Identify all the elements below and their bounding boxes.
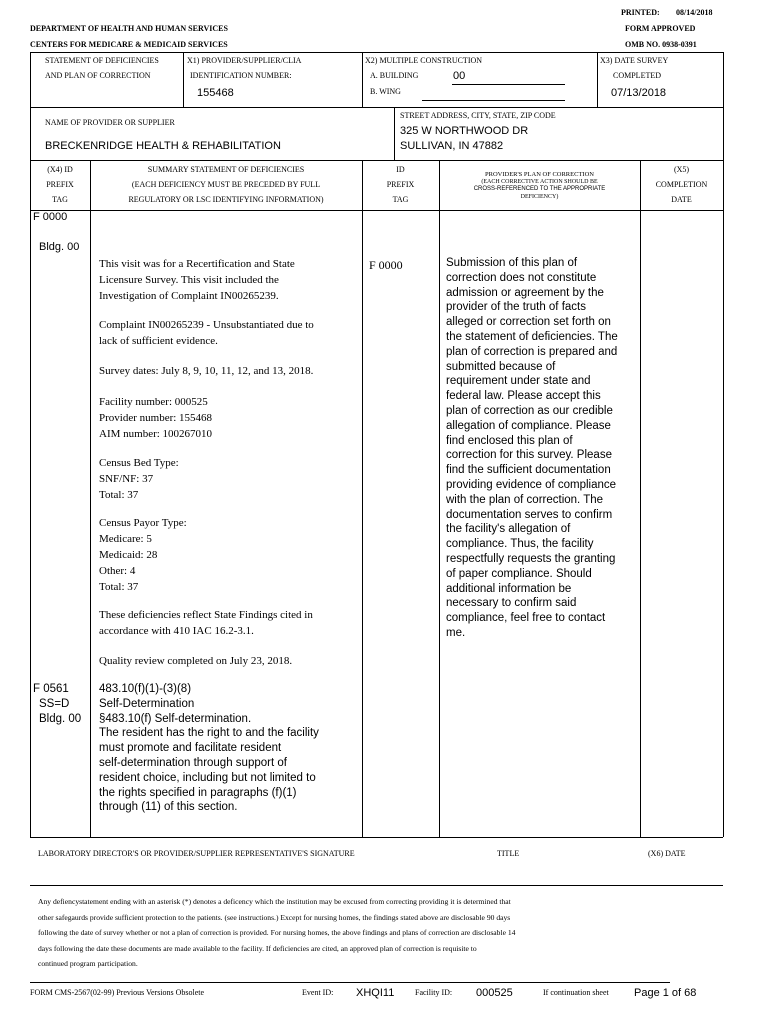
- facility-id-value: 000525: [476, 987, 513, 999]
- summary-header-line2: (EACH DEFICIENCY MUST BE PRECEDED BY FULL: [131, 180, 321, 189]
- summary-para-4: Facility number: 000525 Provider number: 155468 AIM number: 100267010: [99, 396, 213, 440]
- box2-line2: IDENTIFICATION NUMBER:: [190, 71, 292, 80]
- id-header-line3: TAG: [392, 195, 409, 204]
- plan-of-correction-text: Submission of this plan of correction does not constitute admission or agreement by the provider of the truth of facts alleged or correction set forth on the statement of deficiencies. The plan of correction is prepared and submitted because of requirement under state and federal law. Please accept this plan of correction as our credible allegation of compliance. Please find enclosed this plan of correction for this survey. Please find the sufficient documentation providing evidence of compliance with the plan of correction. The documentation serves to confirm the facility's allegation of compliance. Thus, the facility respectfully requests the granting of paper compliance. Should additional information be necessary to confirm said compliance, feel free to contact me.: [446, 257, 618, 639]
- summary-header-line3: REGULATORY OR LSC IDENTIFYING INFORMATION): [128, 195, 324, 204]
- printed-date: 08/14/2018: [676, 8, 713, 17]
- form-approved-label: FORM APPROVED: [625, 24, 696, 33]
- summary-para-7: These deficiencies reflect State Findings cited in accordance with 410 IAC 16.2-3.1.: [99, 609, 313, 637]
- centers-heading: CENTERS FOR MEDICARE & MEDICAID SERVICES: [30, 40, 228, 49]
- id-header-line1: ID: [396, 165, 405, 174]
- x4-header-line3: TAG: [52, 195, 68, 204]
- summary-para-1: This visit was for a Recertification and State Licensure Survey. This visit included the Investigation of Complaint IN00265239.: [99, 258, 295, 302]
- form-number: FORM CMS-2567(02-99) Previous Versions Obsolete: [30, 988, 205, 997]
- wing-label: B. WING: [370, 87, 401, 96]
- summary-para-8: Quality review completed on July 23, 2018.: [99, 655, 293, 667]
- building-label: A. BUILDING: [370, 71, 419, 80]
- box4-line1: X3) DATE SURVEY: [600, 56, 669, 65]
- continuation-label: If continuation sheet: [543, 988, 609, 997]
- printed-label: PRINTED:: [621, 8, 660, 17]
- x5-header-line3: DATE: [671, 195, 692, 204]
- box4-line2: COMPLETED: [613, 71, 661, 80]
- signature-label: LABORATORY DIRECTOR'S OR PROVIDER/SUPPLIER REPRESENTATIVE'S SIGNATURE: [38, 849, 355, 858]
- f0000-id-prefix: F 0000: [369, 258, 403, 272]
- provider-id-number: 155468: [197, 87, 234, 99]
- x4-header-line2: PREFIX: [46, 180, 74, 189]
- address-label: STREET ADDRESS, CITY, STATE, ZIP CODE: [400, 111, 556, 120]
- x5-header-line1: (X5): [673, 165, 690, 174]
- address-line1: 325 W NORTHWOOD DR: [400, 125, 529, 137]
- address-line2: SULLIVAN, IN 47882: [400, 140, 504, 152]
- box1-line2: AND PLAN OF CORRECTION: [45, 71, 151, 80]
- provider-name: BRECKENRIDGE HEALTH & REHABILITATION: [45, 140, 281, 152]
- survey-completed-date: 07/13/2018: [611, 87, 667, 99]
- title-label: TITLE: [497, 849, 520, 858]
- plan-header-line1: PROVIDER'S PLAN OF CORRECTION: [485, 171, 594, 178]
- box3-line1: X2) MULTIPLE CONSTRUCTION: [365, 56, 483, 65]
- summary-para-6: Census Payor Type: Medicare: 5 Medicaid: 28 Other: 4 Total: 37: [99, 517, 187, 593]
- page-number: Page 1 of 68: [634, 987, 697, 999]
- summary-para-2: Complaint IN00265239 - Unsubstantiated due to lack of sufficient evidence.: [99, 319, 314, 347]
- f0561-description: 483.10(f)(1)-(3)(8) Self-Determination §483.10(f) Self-determination. The resident has the right to and the facility must promote and facilitate resident self-determination through support of resident choice, including but not limited to the rights specified in paragraphs (f)(1) through (11) of this section.: [99, 683, 319, 814]
- f0561-tag: F 0561 SS=D Bldg. 00: [33, 683, 82, 725]
- provider-name-label: NAME OF PROVIDER OR SUPPLIER: [45, 118, 175, 127]
- x6-date-label: (X6) DATE: [648, 849, 686, 858]
- plan-header-line3: CROSS-REFERENCED TO THE APPROPRIATE: [473, 186, 606, 192]
- f0000-bldg: Bldg. 00: [39, 241, 80, 253]
- box1-line1: STATEMENT OF DEFICIENCIES: [45, 56, 159, 65]
- facility-id-label: Facility ID:: [415, 988, 453, 997]
- plan-header-line2: (EACH CORRECTIVE ACTION SHOULD BE: [481, 179, 598, 185]
- plan-header-line4: DEFICIENCY): [520, 194, 559, 200]
- f0000-tag: F 0000: [33, 211, 68, 223]
- x5-header-line2: COMPLETION: [655, 180, 708, 189]
- event-id-label: Event ID:: [302, 988, 334, 997]
- summary-header-line1: SUMMARY STATEMENT OF DEFICIENCIES: [147, 165, 305, 174]
- summary-para-5: Census Bed Type: SNF/NF: 37 Total: 37: [99, 457, 179, 501]
- omb-number: OMB NO. 0938-0391: [625, 40, 697, 49]
- department-heading: DEPARTMENT OF HEALTH AND HUMAN SERVICES: [30, 24, 228, 33]
- building-value: 00: [453, 70, 466, 82]
- box2-line1: X1) PROVIDER/SUPPLIER/CLIA: [187, 56, 302, 65]
- summary-para-3: Survey dates: July 8, 9, 10, 11, 12, and 13, 2018.: [99, 365, 314, 377]
- disclaimer-text: Any defiencystatement ending with an asterisk (*) denotes a deficency which the institution may be excused from correcting providing it is determined that other safegaurds provide sufficient protection to the patients. (see instructions.) Except for nursing homes, the findings stated above are disclosable 90 days following the date of survey whether or not a plan of correction is provided. For nursing homes, the above findings and plans of correction are disclosable 14 days following the date these documents are made available to the facility. If deficiencies are cited, an approved plan of correction is requisite to continued program participation.: [38, 897, 516, 968]
- event-id-value: XHQI11: [356, 987, 395, 999]
- x4-header-line1: (X4) ID: [47, 165, 73, 174]
- id-header-line2: PREFIX: [386, 180, 415, 189]
